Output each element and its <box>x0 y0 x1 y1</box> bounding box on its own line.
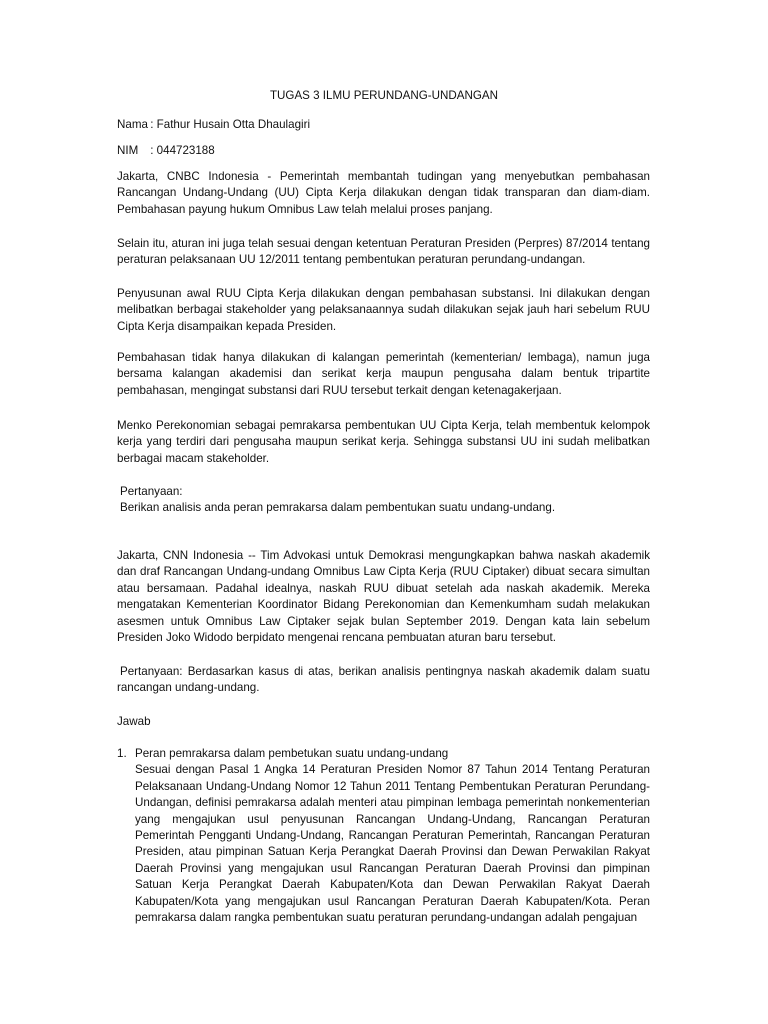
case2-question: Pertanyaan: Berdasarkan kasus di atas, berikan analisis pentingnya naskah akademik dalam suatu rancangan undang-undang. <box>117 665 650 695</box>
case1-paragraph-3: Penyusunan awal RUU Cipta Kerja dilakukan dengan pembahasan substansi. Ini dilakukan dengan melibatkan berbagai stakeholder yang pelaksanaannya sudah dilakukan sejak jauh hari sebelum RUU Cipta Kerja disampaikan kepada Presiden. <box>117 287 650 333</box>
list-item-heading: Peran pemrakarsa dalam pembetukan suatu undang-undang <box>135 747 449 760</box>
case1-paragraph-4: Pembahasan tidak hanya dilakukan di kalangan pemerintah (kementerian/ lembaga), namun juga bersama kalangan akademisi dan serikat kerja maupun pengusaha dalam bentuk tripartite pembahasan, mengingat substansi dari RUU tersebut terkait dengan ketenagakerjaan. <box>117 351 650 397</box>
nim-row <box>117 143 215 159</box>
name-label: Nama <box>117 118 148 131</box>
name-row <box>117 117 310 133</box>
list-item-number: 1. <box>117 747 127 760</box>
case1-question-label: Pertanyaan: <box>120 485 183 498</box>
case2-paragraph-1: Jakarta, CNN Indonesia -- Tim Advokasi untuk Demokrasi mengungkapkan bahwa naskah akademik dan draf Rancangan Undang-undang Omnibus Law Cipta Kerja (RUU Ciptaker) dibuat secara simultan atau bersamaan. Padahal idealnya, naskah RUU dibuat setelah ada naskah akademik. Mereka mengatakan Kementerian Koordinator Bidang Perekonomian dan Kemenkumham sudah melakukan asesmen untuk Omnibus Law Ciptaker sejak bulan September 2019. Dengan kata lain sebelum Presiden Joko Widodo berpidato mengenai rencana pembuatan aturan baru tersebut. <box>117 549 650 645</box>
case1-question-text: Berikan analisis anda peran pemrakarsa dalam pembentukan suatu undang-undang. <box>120 501 556 514</box>
case1-paragraph-1: Jakarta, CNBC Indonesia - Pemerintah membantah tudingan yang menyebutkan pembahasan Rancangan Undang-Undang (UU) Cipta Kerja dilakukan dengan tidak transparan dan diam-diam. Pembahasan payung hukum Omnibus Law telah melalui proses panjang. <box>117 170 650 216</box>
answer-list <box>117 746 650 926</box>
nim-value: : 044723188 <box>150 144 215 157</box>
case1-paragraph-2: Selain itu, aturan ini juga telah sesuai dengan ketentuan Peraturan Presiden (Perpres) 87/2014 tentang peraturan pelaksanaan UU 12/2011 tentang pembentukan peraturan perundang-undangan. <box>117 237 650 267</box>
list-item <box>117 746 650 926</box>
list-item-body <box>135 746 650 926</box>
document-title: TUGAS 3 ILMU PERUNDANG-UNDANGAN <box>269 89 499 102</box>
case1-paragraph-5: Menko Perekonomian sebagai pemrakarsa pembentukan UU Cipta Kerja, telah membentuk kelompok kerja yang terdiri dari pengusaha maupun serikat kerja. Sehingga substansi UU ini sudah melibatkan berbagai macam stakeholder. <box>117 419 650 465</box>
nim-label: NIM <box>117 144 139 157</box>
name-value: : Fathur Husain Otta Dhaulagiri <box>150 118 311 131</box>
answer-label: Jawab <box>117 715 151 728</box>
list-item-text: Sesuai dengan Pasal 1 Angka 14 Peraturan Presiden Nomor 87 Tahun 2014 Tentang Peraturan Pelaksanaan Undang-Undang Nomor 12 Tahun 2011 Tentang Pembentukan Peraturan Perundang-Undangan, definisi pemrakarsa adalah menteri atau pimpinan lembaga pemerintah nonkementerian yang mengajukan usul penyusunan Rancangan Undang-Undang, Rancangan Peraturan Pemerintah Pengganti Undang-Undang, Rancangan Peraturan Pemerintah, Rancangan Peraturan Presiden, atau pimpinan Satuan Kerja Perangkat Daerah Provinsi dan Dewan Perwakilan Rakyat Daerah Provinsi yang mengajukan usul Rancangan Peraturan Daerah Provinsi dan pimpinan Satuan Kerja Perangkat Daerah Kabupaten/Kota dan Dewan Perwakilan Rakyat Daerah Kabupaten/Kota yang mengajukan usul Rancangan Peraturan Daerah Kabupaten/Kota. Peran pemrakarsa dalam rangka pembentukan suatu peraturan perundang-undangan adalah pengajuan <box>135 763 650 925</box>
